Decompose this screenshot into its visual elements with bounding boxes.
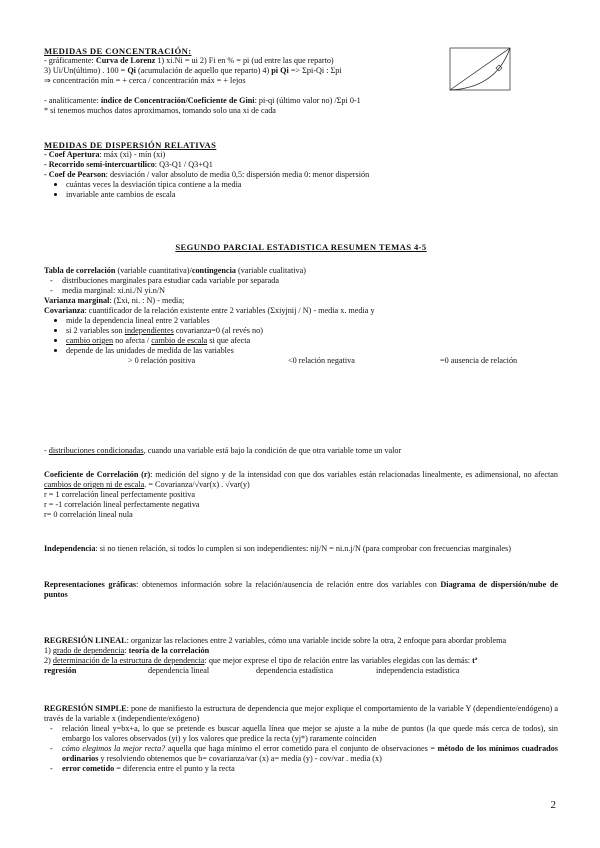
tabla-dash-1: - distribuciones marginales para estudiar cada variable por separada [62,276,558,286]
simple-dash-3 [62,764,558,774]
corr-l1: r = 1 correlación lineal perfectamente positiva [44,490,196,499]
simple-b: : pone de manifiesto la estructura de dependencia que mejor explique el comportamiento de la variable Y (dependiente/endógeno) a través de la variable x (independiente/exógeno) [44,704,558,723]
simple-d2d: y resolviendo obtenemos que b= covarianza/var (x) a= media (y) - cov/var . media (x) [98,754,382,763]
cond-c: , cuando una variable está bajo la condición de que otra variable tome un valor [143,446,402,455]
conc-l2c: (acumulación de aquello que reparto) 4) [135,66,272,75]
simple-dash-2 [62,744,558,764]
reg-e3: dependencia estadística [256,666,334,675]
reg-line-3 [44,656,558,666]
cov-b: : cuantificador de la relación existente entre 2 variables (Σxiyjnij / N) - media x. media y [84,306,375,315]
repr-b: : obtenemos información sobre la relación/ausencia de relación entre dos variables con [136,580,441,589]
repr-paragraph [44,580,558,600]
tabla-line [44,266,558,276]
cov-bullet-3 [66,336,558,346]
conc-l2a: 3) Ui/Un(último) . 100 = [44,66,128,75]
indep-b: : si no tienen relación, si todos lo cumplen si son independientes: nij/N = ni.n.j/N (para comprobar con frecuencias marginales) [95,544,511,553]
corr-paragraph [44,470,558,490]
simple-dash-1: - relación lineal y=bx+a, lo que se pretende es buscar aquella línea que mejor se ajuste a la nube de puntos (la que quede más cerca de todos), sin embargo los valores observados (yi) y los valores que predice la recta (yj*) raramente coinciden [62,724,558,744]
reg-line-4 [44,666,558,676]
tabla-a: Tabla de correlación [44,266,116,275]
cov-bullets [44,316,558,356]
linear-regression-section [44,636,558,676]
cov-b2a: si 2 variables son [66,326,125,335]
reg-d2: determinación de la estructura de dependencia [52,656,205,665]
corr-a: Coeficiente de Correlación (r) [44,470,151,479]
reg-e1: regresión [44,666,77,675]
cond-line [44,446,558,456]
cov-bullet-4: depende de las unidades de medida de las variables [66,346,558,356]
cov-bullet-1: mide la dependencia lineal entre 2 variables [66,316,558,326]
simple-a: REGRESIÓN SIMPLE [44,704,127,713]
disp-bullets [44,180,558,200]
disp-line-3 [44,170,558,180]
correlation-table-section [44,266,558,366]
reg-line-2 [44,646,558,656]
cov-b2b: independientes [124,326,174,335]
reg-e4: independencia estadística [376,666,460,675]
tabla-b: (variable cuantitativa)/ [115,266,192,275]
cov-b2c: covarianza=0 (al revés no) [173,326,263,335]
relation-positive: > 0 relación positiva [128,356,196,365]
cond-a: - [44,446,49,455]
cond-b: distribuciones condicionadas [48,446,144,455]
cov-b3a: cambio origen [66,336,114,345]
covarianza-line [44,306,558,316]
simple-d3b: = diferencia entre el punto y la recta [114,764,235,773]
reg-a: REGRESIÓN LINEAL [44,636,127,645]
cov-b3d: si que afecta [207,336,251,345]
conc-line-1 [44,56,558,66]
cov-a: Covarianza [44,306,85,315]
disp-l3a: - Coef de Pearson [44,170,106,179]
simple-regression-section [44,704,558,774]
conc-l4a: - analíticamente: [44,96,101,105]
indep-a: Independencia [44,544,96,553]
conc-line-4 [44,96,558,106]
relation-negative: <0 relación negativa [288,356,355,365]
simple-dash-list [44,724,558,774]
conditional-section [44,446,558,456]
tabla-d: (variable cualitativa) [235,266,306,275]
second-exam-title: SEGUNDO PARCIAL ESTADISTICA RESUMEN TEMAS 4-5 [175,242,427,252]
simple-d2b: aquella que haga mínimo el error cometido para el conjunto de observaciones = [165,744,438,753]
correlation-coef-section [44,470,558,520]
disp-bullet-2: invariable ante cambios de escala [66,190,558,200]
reg-c1: 1) [44,646,53,655]
corr-l3: r= 0 correlación lineal nula [44,510,133,519]
disp-l3b: : desviación / valor absoluto de media 0,5: dispersión media 0: menor dispersión [105,170,370,179]
tabla-c: contingencia [191,266,236,275]
corr-d: . = Covarianza/√var(x) . √var(y) [144,480,250,489]
cov-b3c: cambio de escala [151,336,208,345]
reg-d4: tª [472,656,478,665]
cov-b3b: no afecta / [113,336,152,345]
repr-c: Diagrama de dispersión/nube de puntos [44,580,559,599]
varianza-line [44,296,558,306]
conc-line-2 [44,66,558,76]
conc-l2e: => Σpi-Qi : Σpi [288,66,342,75]
conc-l2d: pi Qi [271,66,289,75]
conc-l1b: Curva de Lorenz [95,56,156,65]
disp-line-1 [44,150,558,160]
simple-d2a: cómo elegimos la mejor recta? [62,744,166,753]
reg-line-1 [44,636,558,646]
corr-l2: r = -1 correlación lineal perfectamente negativa [44,500,200,509]
conc-line-5: * si tenemos muchos datos aproximamos, tomando solo una xi de cada [44,106,276,115]
reg-d3: : que mejor exprese el tipo de relación entre las variables elegidas con las demás: [204,656,473,665]
simple-d3a: error cometido [62,764,115,773]
independence-section [44,544,558,554]
reg-e2: dependencia lineal [148,666,210,675]
reg-c4: teoría de la correlación [128,646,210,655]
dispersion-title: MEDIDAS DE DISPERSIÓN RELATIVAS [44,140,217,150]
concentration-title: MEDIDAS DE CONCENTRACIÓN: [44,46,192,56]
reg-c2: grado de dependencia [52,646,125,655]
repr-a: Representaciones gráficas [44,580,137,589]
relation-signs [44,356,558,366]
disp-line-2 [44,160,558,170]
disp-bullet-1: cuántas veces la desviación típica contiene a la media [66,180,558,190]
disp-l1b: : máx (xi) - mín (xi) [99,150,166,159]
reg-b: : organizar las relaciones entre 2 variables, cómo una variable incide sobre la otra, 2 enfoque para abordar problema [126,636,507,645]
indep-paragraph [44,544,558,554]
dispersion-section [44,140,558,200]
tabla-dash-list [44,276,558,296]
simple-d2c: método de los mínimos cuadrados ordinarios [62,744,558,763]
reg-c3: : [124,646,129,655]
corr-c: cambios de origen ni de escala [44,480,145,489]
tabla-dash-2: - media marginal: xi.ni./N yi.n/N [62,286,558,296]
disp-l1a: - Coef Apertura [44,150,100,159]
conc-l1c: 1) xi.Ni = ui 2) Fi en % = pi (ud entre las que reparto) [155,56,334,65]
conc-l4b: índice de Concentración/Coeficiente de Gini [100,96,255,105]
conc-l1a: - gráficamente: [44,56,96,65]
disp-l2b: : Q3-Q1 / Q3+Q1 [154,160,213,169]
var-a: Varianza marginal [44,296,110,305]
cov-bullet-2 [66,326,558,336]
concentration-section [44,46,558,116]
conc-l4c: : pi-qi (último valor no) /Σpi 0-1 [254,96,361,105]
relation-none: =0 ausencia de relación [440,356,518,365]
graphic-representations-section [44,580,558,600]
var-b: : (Σxi, ni. : N) - media; [109,296,185,305]
conc-l2b: Qi [127,66,136,75]
corr-b: : medición del signo y de la intensidad con que dos variables están relacionadas linealmente, es adimensional, no afectan [150,470,558,479]
reg-d1: 2) [44,656,53,665]
second-exam-title-wrap [44,242,558,253]
conc-line-3: ⇒ concentración mín = + cerca / concentración máx = + lejos [44,76,246,85]
simple-paragraph [44,704,558,724]
page-number: 2 [550,799,556,811]
disp-l2a: - Recorrido semi-intercuartílico [44,160,155,169]
